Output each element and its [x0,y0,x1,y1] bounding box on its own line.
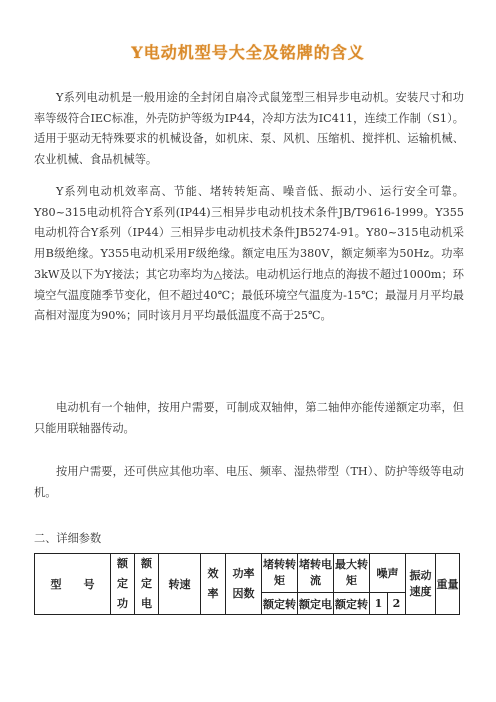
header-rated-current: 额 定 电 [135,554,159,615]
header-locked-current: 堵转电 流 [298,554,334,593]
subheader-noise-1: 1 [370,593,388,615]
header-weight: 重量 [436,554,460,615]
subheader-locked-torque: 额定转 [262,593,298,615]
subheader-max-torque: 额定转 [334,593,370,615]
section-heading: 二、详细参数 [34,532,102,545]
header-power-factor: 功率 因数 [226,554,262,615]
paragraph-shaft: 电动机有一个轴伸，按用户需要，可制成双轴伸，第二轴伸亦能传递额定功率，但只能用联轴器传动。 [34,401,464,435]
page-title: Y电动机型号大全及铭牌的含义 [131,43,365,62]
subheader-noise-2: 2 [388,593,406,615]
paragraph-options: 按用户需要，还可供应其他功率、电压、频率、湿热带型（TH）、防护等级等电动机。 [34,465,464,499]
header-max-torque: 最大转 矩 [334,554,370,593]
header-vibration: 振动 速度 [406,554,436,615]
header-noise: 噪声 [370,554,406,593]
paragraph-features: Y系列电动机效率高、节能、堵转转矩高、噪音低、振动小、运行安全可靠。Y80~315电动机符合Y系列(IP44)三相异步电动机技术条件JB/T9616-1999。Y355电动机符合Y系列（IP44）三相异步电动机技术条件JB5274-91。Y80~315电动机采用B级绝缘。Y355电动机采用F级绝缘。额定电压为380V，额定频率为50Hz。功率3kW及以下为Y接法；其它功率均为△接法。电动机运行地点的海拔不超过1000m；环境空气温度随季节变化，但不超过40℃；最低环境空气温度为-15℃；最湿月月平均最高相对湿度为90%；同时该月月平均最低温度不高于25℃。 [34,185,464,323]
header-rated-power: 额 定 功 [111,554,135,615]
parameters-table [34,553,460,615]
header-locked-torque: 堵转转 矩 [262,554,298,593]
subheader-locked-current: 额定电 [298,593,334,615]
header-speed: 转速 [159,554,201,615]
paragraph-intro: Y系列电动机是一般用途的全封闭自扇冷式鼠笼型三相异步电动机。安装尺寸和功率等级符合IEC标准，外壳防护等级为IP44，冷却方法为IC411，连续工作制（S1）。适用于驱动无特殊要求的机械设备，如机床、泵、风机、压缩机、搅拌机、运输机械、农业机械、食品机械等。 [34,91,464,167]
header-model: 型 号 [35,554,111,615]
header-efficiency: 效 率 [201,554,226,615]
